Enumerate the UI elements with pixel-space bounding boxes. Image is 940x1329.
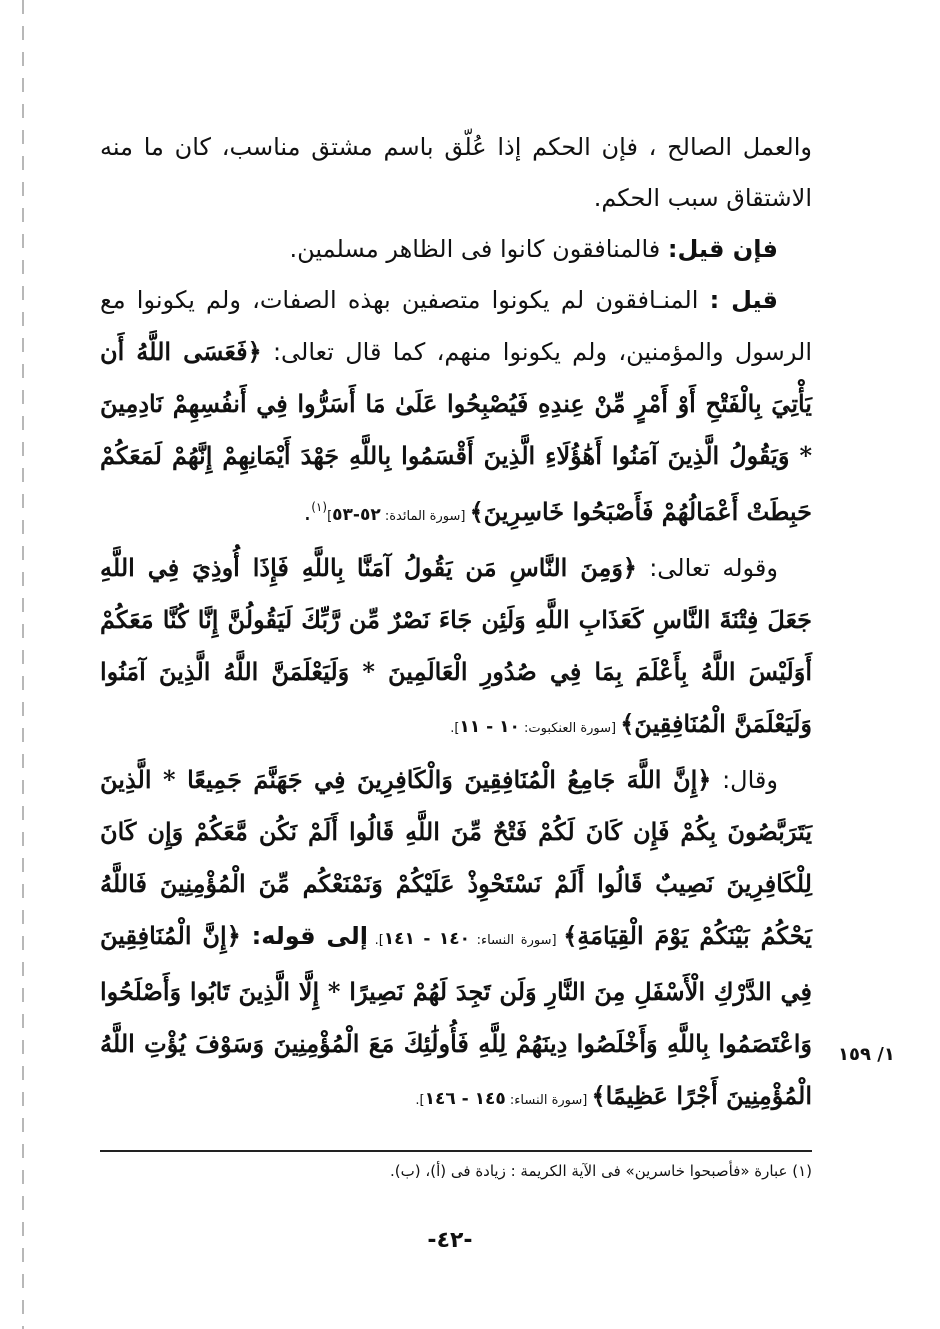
paragraph-5	[100, 754, 812, 1126]
quran-quote-nisa-2: ﴿إِنَّ الْمُنَافِقِينَ فِي الدَّرْكِ الْأَسْفَلِ مِنَ النَّارِ وَلَن تَجِدَ لَهُمْ نَصِيرًا * إِلَّا الَّذِينَ تَابُوا وَأَصْلَحُوا وَاعْتَصَمُوا بِاللَّهِ وَأَخْلَصُوا دِينَهُمْ لِلَّهِ فَأُولَٰئِكَ مَعَ الْمُؤْمِنِينَ وَسَوْفَ يُؤْتِ اللَّهُ الْمُؤْمِنِينَ أَجْرًا عَظِيمًا﴾	[100, 921, 812, 1110]
main-text	[100, 122, 812, 1126]
paragraph-4-text: وقوله تعالى:	[637, 554, 778, 582]
footnote-divider	[100, 1150, 812, 1152]
reference-close-nisa-1: ].	[367, 933, 384, 948]
paragraph-3-end: .	[303, 498, 312, 526]
quran-quote-ankabut: ﴿وَمِنَ النَّاسِ مَن يَقُولُ آمَنَّا بِاللَّهِ فَإِذَا أُوذِيَ فِي اللَّهِ جَعَلَ فِتْنَةَ النَّاسِ كَعَذَابِ اللَّهِ وَلَئِن جَاءَ نَصْرٌ مِّن رَّبِّكَ لَيَقُولُنَّ إِنَّا كُنَّا مَعَكُمْ أَوَلَيْسَ اللَّهُ بِأَعْلَمَ بِمَا فِي صُدُورِ الْعَالَمِينَ * وَلَيَعْلَمَنَّ اللَّهُ الَّذِينَ آمَنُوا وَلَيَعْلَمَنَّ الْمُنَافِقِينَ﴾	[100, 553, 813, 738]
verse-numbers-nisa-2: ١٤٥ - ١٤٦	[424, 1089, 506, 1109]
question-lead: فإن قيل:	[667, 235, 778, 263]
paragraph-3-text: المنـافقون لم يكونوا متصفين بهذه الصفات، ولم يكونوا مع الرسول والمؤمنين، ولم يكونوا منهم، كما قال تعالى:	[100, 286, 812, 366]
surah-reference-maidah: [سورة المائدة:	[380, 509, 470, 524]
surah-reference-nisa-2: [سورة النساء:	[505, 1093, 592, 1108]
footnote: (١) عبارة «فأصبحوا خاسرين» فى الآية الكريمة : زيادة فى (أ)، (ب).	[390, 1162, 812, 1180]
page-number: -٤٢-	[427, 1228, 473, 1253]
paragraph-2-text: فالمنافقون كانوا فى الظاهر مسلمين.	[289, 235, 668, 263]
answer-lead: قيل :	[709, 286, 779, 314]
quran-quote-maidah: ﴿فَعَسَى اللَّهُ أَن يَأْتِيَ بِالْفَتْحِ أَوْ أَمْرٍ مِّنْ عِندِهِ فَيُصْبِحُوا عَلَىٰ مَا أَسَرُّوا فِي أَنفُسِهِمْ نَادِمِينَ * وَيَقُولُ الَّذِينَ آمَنُوا أَهَٰؤُلَاءِ الَّذِينَ أَقْسَمُوا بِاللَّهِ جَهْدَ أَيْمَانِهِمْ إِنَّهُمْ لَمَعَكُمْ حَبِطَتْ أَعْمَالُهُمْ فَأَصْبَحُوا خَاسِرِينَ﴾	[100, 337, 812, 526]
margin-page-reference: ١/ ١٥٩	[838, 1044, 895, 1065]
verse-numbers-ankabut: ١٠ - ١١	[459, 717, 520, 737]
verse-numbers-maidah: ٥٢-٥٣	[332, 505, 381, 525]
paragraph-5-text: وقال:	[711, 766, 778, 794]
paragraph-5-connector: إلى قوله:	[240, 922, 368, 950]
reference-close-maidah: ]	[327, 509, 333, 524]
paragraph-1	[100, 122, 812, 224]
reference-close-ankabut: ].	[450, 721, 460, 736]
paragraph-1-text: والعمل الصالح ، فإن الحكم إذا عُلّق باسم مشتق مناسب، كان ما منه الاشتقاق سبب الحكم.	[100, 133, 812, 212]
verse-numbers-nisa-1: ١٤٠ - ١٤١	[383, 929, 470, 949]
paragraph-4	[100, 542, 812, 754]
quran-quote-nisa-1: ﴿إِنَّ اللَّهَ جَامِعُ الْمُنَافِقِينَ وَالْكَافِرِينَ فِي جَهَنَّمَ جَمِيعًا * الَّذِينَ يَتَرَبَّصُونَ بِكُمْ فَإِن كَانَ لَكُمْ فَتْحٌ مِّنَ اللَّهِ قَالُوا أَلَمْ نَكُن مَّعَكُمْ وَإِن كَانَ لِلْكَافِرِينَ نَصِيبٌ قَالُوا أَلَمْ نَسْتَحْوِذْ عَلَيْكُمْ وَنَمْنَعْكُم مِّنَ الْمُؤْمِنِينَ فَاللَّهُ يَحْكُمُ بَيْنَكُمْ يَوْمَ الْقِيَامَةِ﴾	[100, 765, 812, 950]
paragraph-3	[100, 275, 812, 542]
reference-close-nisa-2: ].	[415, 1093, 425, 1108]
paragraph-2	[100, 224, 812, 275]
page-binding-edge	[22, 0, 24, 1329]
footnote-marker: (١)	[311, 500, 328, 514]
surah-reference-ankabut: [سورة العنكبوت:	[519, 721, 621, 736]
surah-reference-nisa-1: [سورة النساء:	[469, 933, 564, 948]
